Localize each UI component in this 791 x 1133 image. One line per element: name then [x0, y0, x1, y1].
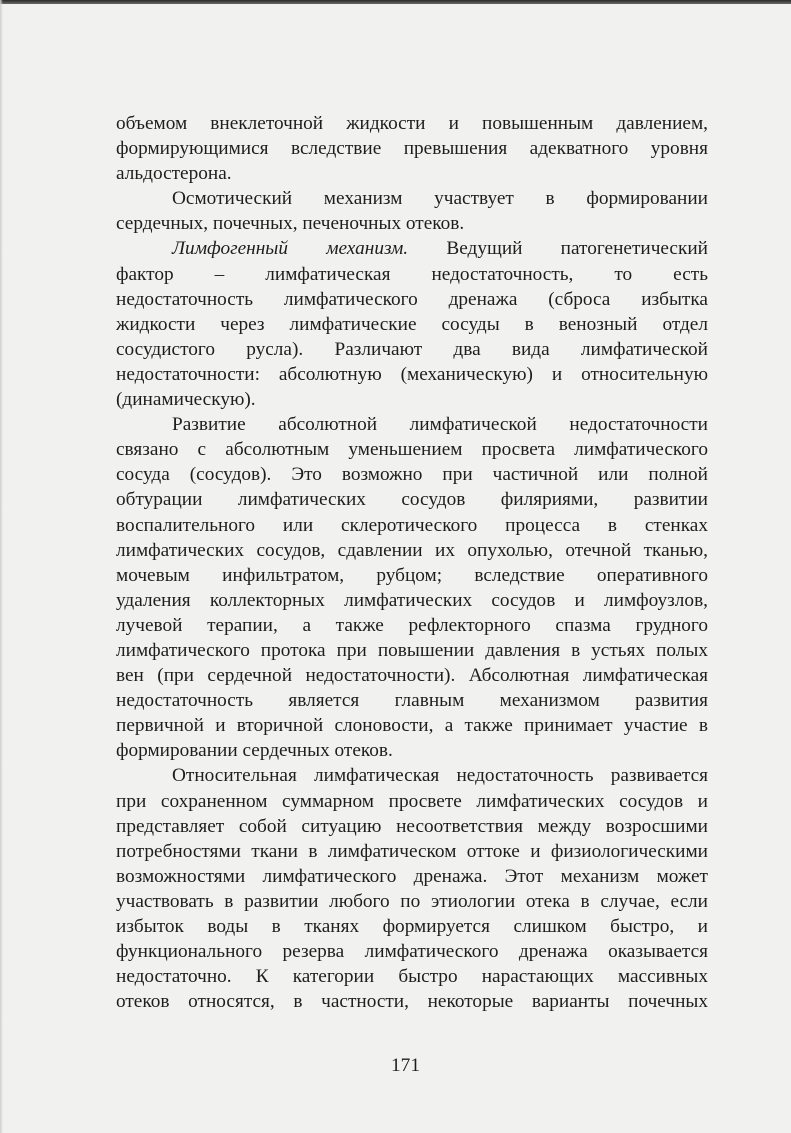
text-line: лимфатического протока при повышении давления в устьях полых [116, 639, 708, 661]
text-line: сосуда (сосудов). Это возможно при частичной или полной [116, 464, 708, 486]
text-line: фактор – лимфатическая недостаточность, то есть [116, 263, 708, 285]
text-line: жидкости через лимфатические сосуды в венозный отдел [116, 313, 708, 335]
text-line [116, 236, 708, 261]
text-line: вен (при сердечной недостаточности). Абсолютная лимфатическая [116, 665, 708, 687]
text-line: обтурации лимфатических сосудов филяриями, развитии [116, 489, 708, 511]
scan-left-shadow [0, 0, 3, 1133]
text-line: (динамическую). [116, 389, 256, 411]
paragraph [116, 412, 708, 763]
text-line: отеков относятся, в частности, некоторые варианты почечных [116, 991, 708, 1013]
text-line: формировании сердечных отеков. [116, 740, 393, 762]
text-line: представляет собой ситуацию несоответствия между возросшими [116, 815, 708, 837]
line-text: Ведущий патогенетический [446, 238, 708, 260]
text-line: недостаточность лимфатического дренажа (сброса избытка [116, 288, 708, 310]
text-line: участвовать в развитии любого по этиологии отека в случае, если [116, 890, 708, 912]
italic-lead: Лимфогенный механизм. [172, 238, 409, 260]
page-body [116, 111, 708, 1014]
text-line: потребностями ткани в лимфатическом оттоке и физиологическими [116, 840, 708, 862]
paragraph [116, 186, 708, 236]
text-line: лимфатических сосудов, сдавлении их опухолью, отечной тканью, [116, 539, 708, 561]
text-line: формирующимися вследствие превышения адекватного уровня [116, 138, 708, 160]
text-line: мочевым инфильтратом, рубцом; вследствие оперативного [116, 564, 708, 586]
text-line: сердечных, почечных, печеночных отеков. [116, 213, 465, 235]
text-line: недостаточно. К категории быстро нарастающих массивных [116, 966, 708, 988]
text-line: альдостерона. [116, 163, 232, 185]
text-line: функционального резерва лимфатического дренажа оказывается [116, 941, 708, 963]
text-line: Осмотический механизм участвует в формировании [172, 188, 708, 210]
text-line: избыток воды в тканях формируется слишком быстро, и [116, 916, 708, 937]
text-line: недостаточность является главным механизмом развития [116, 690, 708, 712]
text-line: первичной и вторичной слоновости, а также принимает участие в [116, 715, 708, 737]
text-line: удаления коллекторных лимфатических сосудов и лимфоузлов, [116, 589, 708, 611]
page-number: 171 [391, 1055, 420, 1076]
text-line: Относительная лимфатическая недостаточность развивается [172, 765, 708, 787]
paragraph [116, 111, 708, 186]
text-line: недостаточности: абсолютную (механическую) и относительную [116, 363, 708, 385]
paragraph [116, 236, 708, 412]
text-line: связано с абсолютным уменьшением просвета лимфатического [116, 439, 708, 461]
scan-top-edge [0, 0, 791, 4]
paragraph [116, 763, 708, 1014]
text-line: при сохраненном суммарном просвете лимфатических сосудов и [116, 790, 708, 812]
text-line: возможностями лимфатического дренажа. Этот механизм может [116, 865, 708, 887]
text-line: объемом внеклеточной жидкости и повышенным давлением, [116, 113, 708, 134]
text-line: лучевой терапии, а также рефлекторного спазма грудного [116, 614, 708, 636]
text-line: сосудистого русла). Различают два вида лимфатической [116, 338, 708, 360]
text-line: воспалительного или склеротического процесса в стенках [116, 514, 708, 536]
text-line: Развитие абсолютной лимфатической недостаточности [172, 414, 708, 436]
